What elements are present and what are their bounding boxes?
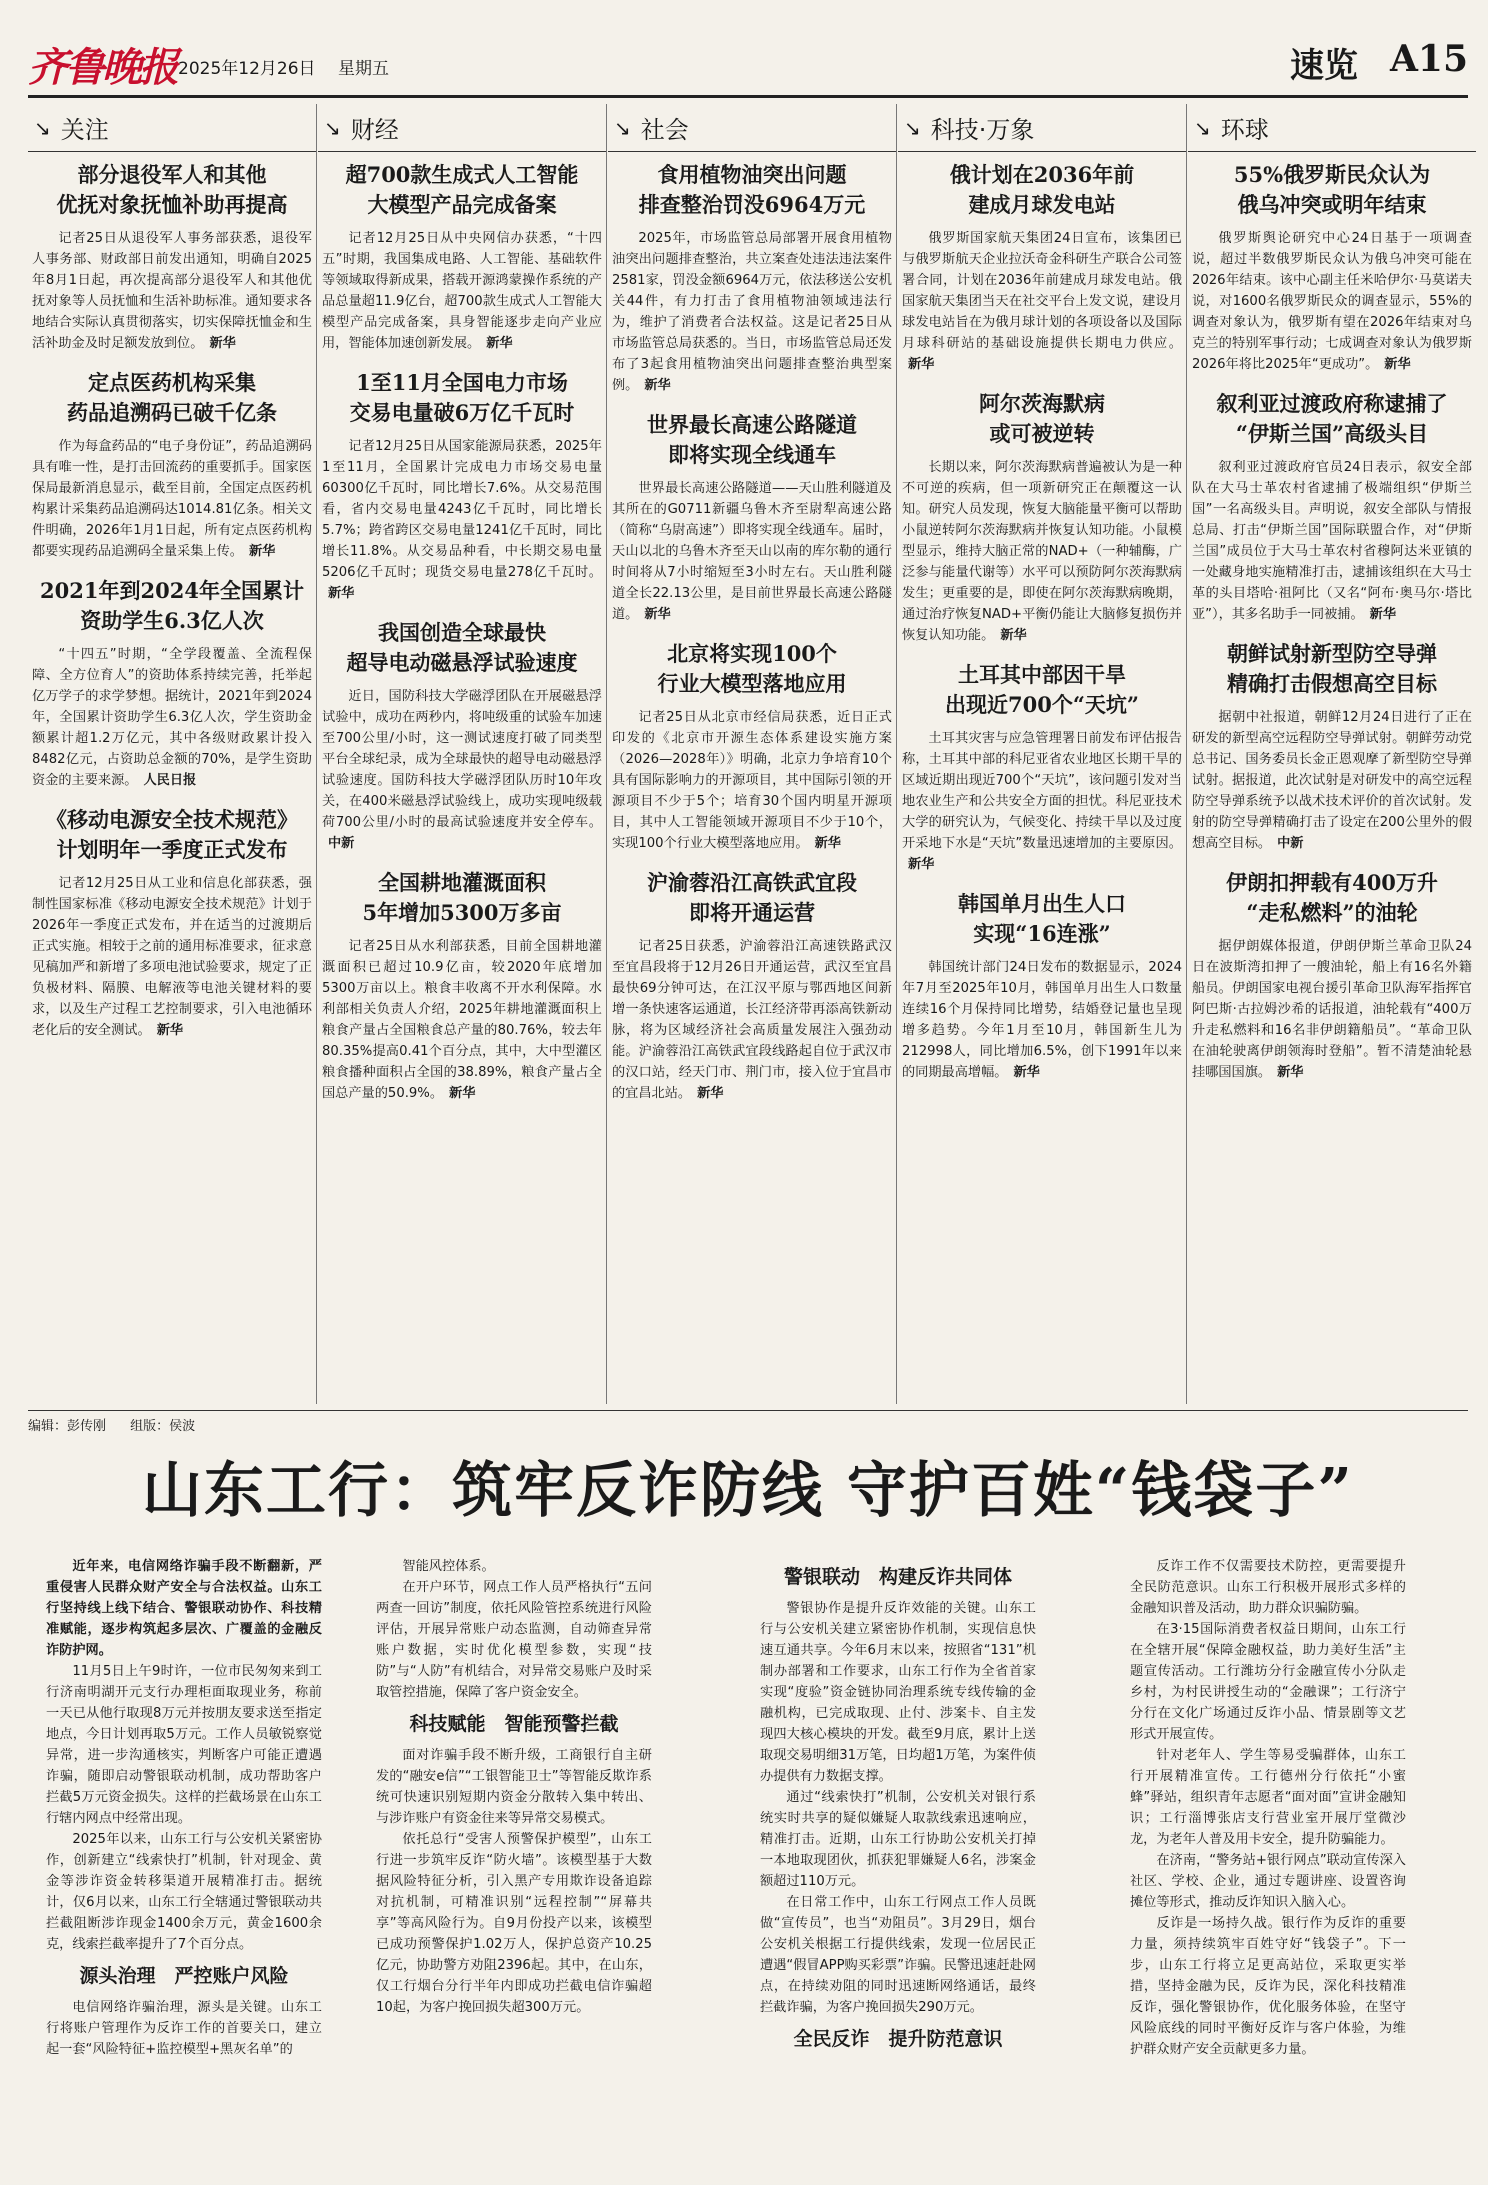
- arrow-icon: ↘: [904, 115, 921, 140]
- news-item: [1188, 381, 1476, 631]
- news-headline: 食用植物油突出问题 排查整治罚没6964万元: [638, 162, 866, 217]
- news-body: 俄罗斯舆论研究中心24日基于一项调查说，超过半数俄罗斯民众认为俄乌冲突可能在2026年结束。该中心副主任米哈伊尔·马莫诺夫说，对1600名俄罗斯民众的调查显示，55%的调查对象认为，俄罗斯有望在2026年结束对乌克兰的特别军事行动；七成调查对象认为俄罗斯2026年将比2025年“更成功”。 新华: [1192, 231, 1472, 372]
- feature-column-3: [1130, 1556, 1406, 2176]
- news-body: 记者25日从退役军人事务部获悉，退役军人事务部、财政部日前发出通知，明确自2025年8月1日起，再次提高部分退役军人和其他优抚对象等人员抚恤和生活补助标准。通知要求各地结合实际认真贯彻落实，切实保障抚恤金和生活补助金及时足额发放到位。 新华: [32, 231, 312, 351]
- column-header: [1188, 104, 1476, 152]
- news-headline: 我国创造全球最快 超导电动磁悬浮试验速度: [346, 620, 578, 675]
- news-body: 记者12月25日从国家能源局获悉，2025年1至11月，全国累计完成电力市场交易电量60300亿千瓦时，同比增长7.6%。从交易范围看，省内交易电量4243亿千瓦时，同比增长5.7%；跨省跨区交易电量1241亿千瓦时，同比增长11.8%。从交易品种看，中长期交易电量5206亿千瓦时；现货交易电量278亿千瓦时。新华: [322, 439, 602, 601]
- news-source: 人民日报: [143, 773, 197, 788]
- newspaper-logo: 齐鲁晚报: [28, 44, 176, 91]
- feature-paragraph: 反诈是一场持久战。银行作为反诈的重要力量，须持续筑牢百姓守好“钱袋子”。下一步，山东工行将立足更高站位，采取更实举措，坚持金融为民，反诈为民，深化科技精准反诈，强化警银协作，优化服务体验，在坚守风险底线的同时平衡好反诈与客户体验，为维护群众财产安全贡献更多力量。: [1130, 1916, 1406, 2057]
- issue-date: 2025年12月26日: [178, 59, 316, 79]
- feature-paragraph: 电信网络诈骗治理，源头是关键。山东工行将账户管理作为反诈工作的首要关口，建立起一套“风险特征+监控模型+黑灰名单”的: [46, 2000, 322, 2057]
- news-source: 新华: [328, 586, 355, 601]
- feature-paragraph: 智能风控体系。: [402, 1559, 495, 1574]
- news-body: 据朝中社报道，朝鲜12月24日进行了正在研发的新型高空远程防空导弹试射。朝鲜劳动党总书记、国务委员长金正恩观摩了新型防空导弹试射。据报道，此次试射是对研发中的高空远程防空导弹系统予以战术技术评价的首次试射。发射的防空导弹精确打击了设定在200公里外的假想高空目标。 中新: [1192, 710, 1472, 851]
- news-item: [608, 631, 896, 860]
- news-item: [318, 860, 606, 1110]
- news-headline: 叙利亚过渡政府称逮捕了 “伊斯兰国”高级头目: [1216, 391, 1448, 446]
- news-headline: 2021年到2024年全国累计 资助学生6.3亿人次: [40, 578, 304, 633]
- news-item: [608, 402, 896, 631]
- column-header: [608, 104, 896, 152]
- column-0: [28, 104, 316, 1404]
- news-body: 记者12月25日从中央网信办获悉，“十四五”时期，我国集成电路、人工智能、基础软件等领域取得新成果，搭载开源鸿蒙操作系统的产品总量超11.9亿台，超700款生成式人工智能大模型产品完成备案，具身智能逐步走向产业应用，智能体加速创新发展。 新华: [322, 231, 602, 351]
- feature-subheading: 源头治理 严控账户风险: [79, 1965, 289, 1987]
- news-item: [28, 360, 316, 568]
- news-source: 新华: [1013, 1065, 1040, 1080]
- news-headline: 朝鲜试射新型防空导弹 精确打击假想高空目标: [1227, 641, 1437, 696]
- news-headline: 北京将实现100个 行业大模型落地应用: [657, 641, 847, 696]
- editor-line: [28, 1410, 1468, 1432]
- news-body: 俄罗斯国家航天集团24日宣布，该集团已与俄罗斯航天企业拉沃奇金科研生产联合公司签署合同，计划在2036年前建成月球发电站。俄国家航天集团当天在社交平台上发文说，建设月球发电站旨在为俄月球计划的各项设备以及国际月球科研站的基础设施提供长期电力供应。新华: [902, 231, 1182, 372]
- feature-paragraph: 警银协作是提升反诈效能的关键。山东工行与公安机关建立紧密协作机制，实现信息快速互通共享。今年6月末以来，按照省“131”机制办部署和工作要求，山东工行作为全省首家实现“度验”资金链协同治理系统专线传输的金融机构，已完成取现、止付、涉案卡、自主发现四大核心模块的开发。截至9月底，累计上送取现交易明细31万笔，日均超1万笔，为案件侦办提供有力数据支撑。: [760, 1601, 1036, 1784]
- news-body: 作为每盒药品的“电子身份证”，药品追溯码具有唯一性，是打击回流药的重要抓手。国家医保局最新消息显示，截至目前，全国定点医药机构累计采集药品追溯码达1014.81亿条。相关文件明确，2026年1月1日起，所有定点医药机构都要实现药品追溯码全量采集上传。 新华: [32, 439, 312, 559]
- column-label: 科技·万象: [930, 116, 1035, 144]
- feature-paragraph: 针对老年人、学生等易受骗群体，山东工行开展精准宣传。工行德州分行依托“小蜜蜂”驿站，组织青年志愿者“面对面”宣讲金融知识；工行淄博张店支行营业室开展厅堂微沙龙，为老年人普及用卡安全，提升防骗能力。: [1130, 1748, 1406, 1847]
- news-headline: 韩国单月出生人口 实现“16连涨”: [958, 891, 1126, 946]
- news-source: 新华: [249, 544, 276, 559]
- news-headline: 定点医药机构采集 药品追溯码已破千亿条: [67, 370, 277, 425]
- news-headline: 全国耕地灌溉面积 5年增加5300万多亩: [362, 870, 562, 925]
- feature-lead: 近年来，电信网络诈骗手段不断翻新，严重侵害人民群众财产安全与合法权益。山东工行坚持线上线下结合、警银联动协作、科技精准赋能，逐步构筑起多层次、广覆盖的金融反诈防护网。: [46, 1559, 322, 1658]
- column-header: [318, 104, 606, 152]
- column-divider: [1186, 104, 1187, 1404]
- news-body: 土耳其灾害与应急管理署日前发布评估报告称，土耳其中部的科尼亚省农业地区长期干旱的区域近期出现近700个“天坑”，该问题引发对当地农业生产和公共安全方面的担忧。科尼亚技术大学的研究认为，气候变化、持续干旱以及过度开采地下水是“天坑”数量迅速增加的主要原因。新华: [902, 731, 1182, 872]
- news-source: 新华: [697, 1086, 724, 1101]
- news-source: 新华: [908, 857, 935, 872]
- news-headline: 《移动电源安全技术规范》 计划明年一季度正式发布: [46, 807, 298, 862]
- news-item: [318, 152, 606, 360]
- news-source: 新华: [486, 336, 513, 351]
- arrow-icon: ↘: [614, 115, 631, 140]
- news-headline: 1至11月全国电力市场 交易电量破6万亿千瓦时: [349, 370, 575, 425]
- feature-paragraph: 依托总行“受害人预警保护模型”，山东工行进一步筑牢反诈“防火墙”。该模型基于大数据风险特征分析，引入黑产专用欺诈设备追踪对抗机制，可精准识别“远程控制”“屏幕共享”等高风险行为。自9月份投产以来，该模型已成功预警保护1.02万人，保护总资产10.25亿元，协助警方劝阻2396起。其中，在山东，仅工行烟台分行半年内即成功拦截电信诈骗超10起，为客户挽回损失超300万元。: [376, 1832, 652, 2015]
- feature-column-1: [376, 1556, 652, 2176]
- news-headline: 土耳其中部因干旱 出现近700个“天坑”: [945, 662, 1139, 717]
- news-item: [1188, 860, 1476, 1089]
- page-number: A15: [1389, 38, 1468, 80]
- feature-subheading: 科技赋能 智能预警拦截: [409, 1713, 619, 1735]
- news-item: [28, 568, 316, 797]
- feature-paragraph: 2025年以来，山东工行与公安机关紧密协作，创新建立“线索快打”机制，针对现金、黄金等涉诈资金转移渠道开展精准打击。据统计，仅6月以来，山东工行全辖通过警银联动共拦截阻断涉诈现金1400余万元，黄金1600余克，线索拦截率提升了7个百分点。: [46, 1832, 322, 1952]
- editor-name: 编辑：彭传刚: [28, 1419, 107, 1434]
- news-source: 新华: [156, 1023, 184, 1038]
- layout-name: 组版：侯波: [130, 1419, 196, 1434]
- news-item: [1188, 631, 1476, 860]
- news-item: [898, 381, 1186, 652]
- news-item: [318, 610, 606, 860]
- feature-paragraph: 反诈工作不仅需要技术防控，更需要提升全民防范意识。山东工行积极开展形式多样的金融知识普及活动，助力群众识骗防骗。: [1130, 1559, 1406, 1616]
- news-source: 新华: [209, 336, 236, 351]
- column-header: [28, 104, 316, 152]
- column-divider: [896, 104, 897, 1404]
- news-headline: 部分退役军人和其他 优抚对象抚恤补助再提高: [56, 162, 288, 217]
- news-source: 新华: [1277, 1065, 1304, 1080]
- news-headline: 世界最长高速公路隧道 即将实现全线通车: [647, 412, 857, 467]
- news-headline: 俄计划在2036年前 建成月球发电站: [949, 162, 1135, 217]
- news-headline: 伊朗扣押载有400万升 “走私燃料”的油轮: [1226, 870, 1438, 925]
- feature-subheading: 警银联动 构建反诈共同体: [783, 1566, 1012, 1588]
- news-body: 2025年，市场监管总局部署开展食用植物油突出问题排查整治，共立案查处违法违法案件2581家，罚没金额6964万元，依法移送公安机关44件，有力打击了食用植物油领域违法行为，维护了消费者合法权益。这是记者25日从市场监管总局获悉的。当日，市场监管总局还发布了3起食用植物油突出问题排查整治典型案例。 新华: [612, 231, 892, 393]
- news-body: 据伊朗媒体报道，伊朗伊斯兰革命卫队24日在波斯湾扣押了一艘油轮，船上有16名外籍船员。伊朗国家电视台援引革命卫队海军指挥官阿巴斯·古拉姆沙希的话报道，油轮载有“400万升走私燃料和16名非伊朗籍船员”。“革命卫队在油轮驶离伊朗领海时登船”。暂不清楚油轮悬挂哪国国旗。 新华: [1192, 939, 1472, 1080]
- news-body: 记者25日从水利部获悉，目前全国耕地灌溉面积已超过10.9亿亩，较2020年底增加5300万亩以上。粮食丰收离不开水利保障。水利部相关负责人介绍，2025年耕地灌溉面积上粮食产量占全国粮食总产量的80.76%，较去年80.35%提高0.41个百分点，其中，大中型灌区粮食播种面积占全国的38.89%，粮食产量占全国总产量的50.9%。 新华: [322, 939, 602, 1101]
- news-source: 新华: [644, 607, 671, 622]
- news-source: 新华: [644, 378, 671, 393]
- news-headline: 沪渝蓉沿江高铁武宜段 即将开通运营: [647, 870, 857, 925]
- feature-column-0: [46, 1556, 322, 2176]
- news-source: 新华: [1369, 607, 1397, 622]
- column-label: 环球: [1220, 116, 1269, 144]
- news-source: 新华: [449, 1086, 476, 1101]
- news-source: 新华: [1000, 628, 1027, 643]
- news-source: 新华: [1384, 357, 1411, 372]
- column-label: 关注: [60, 116, 109, 144]
- news-headline: 阿尔茨海默病 或可被逆转: [979, 391, 1105, 446]
- news-item: [1188, 152, 1476, 381]
- news-body: 记者25日从北京市经信局获悉，近日正式印发的《北京市开源生态体系建设实施方案（2026—2028年）》明确，北京力争培育10个具有国际影响力的开源项目，其中国际引领的开源项目不少于5个；培育30个国内明星开源项目，其中人工智能领域开源项目不少于10个，实现100个行业大模型落地应用。 新华: [612, 710, 892, 851]
- news-item: [608, 860, 896, 1110]
- news-body: 记者12月25日从工业和信息化部获悉，强制性国家标准《移动电源安全技术规范》计划于2026年一季度正式发布，并在适当的过渡期后正式实施。相较于之前的通用标准要求，征求意见稿加严和新增了多项电池试验要求，规定了正负极材料、隔膜、电解液等电池关键材料的要求，以及生产过程工艺控制要求，引入电池循环老化后的安全测试。 新华: [32, 876, 312, 1038]
- news-item: [318, 360, 606, 610]
- news-headline: 55%俄罗斯民众认为 俄乌冲突或明年结束: [1233, 162, 1431, 217]
- feature-paragraph: 在开户环节，网点工作人员严格执行“五问两查一回访”制度，依托风险管控系统进行风险评估，开展异常账户动态监测，自动筛查异常账户数据，实时优化模型参数，实现“技防”与“人防”有机结合，对异常交易账户及时采取管控措施，保障了客户资金安全。: [376, 1580, 652, 1700]
- arrow-icon: ↘: [324, 115, 341, 140]
- section-name: 速览: [1290, 46, 1358, 86]
- news-body: 近日，国防科技大学磁浮团队在开展磁悬浮试验中，成功在两秒内，将吨级重的试验车加速至700公里/小时，这一测试速度打破了同类型平台全球纪录，成为全球最快的超导电动磁悬浮试验速度。国防科技大学磁浮团队历时10年攻关，在400米磁悬浮试验线上，成功实现吨级载荷700公里/小时的最高试验速度并安全停车。中新: [322, 689, 602, 851]
- arrow-icon: ↘: [34, 115, 51, 140]
- column-divider: [606, 104, 607, 1404]
- news-body: 记者25日获悉，沪渝蓉沿江高速铁路武汉至宜昌段将于12月26日开通运营，武汉至宜昌最快69分钟可达，在江汉平原与鄂西地区间新增一条快速客运通道，长江经济带再添高铁新动脉，将为区域经济社会高质量发展注入强劲动能。沪渝蓉沿江高铁武宜段线路起自位于武汉市的汉口站，经天门市、荆门市，接入位于宜昌市的宜昌北站。 新华: [612, 939, 892, 1101]
- news-body: 韩国统计部门24日发布的数据显示，2024年7月至2025年10月，韩国单月出生人口数量连续16个月保持同比增势，结婚登记量也呈现增多趋势。今年1月至10月，韩国新生儿为212998人，同比增加6.5%，创下1991年以来的同期最高增幅。 新华: [902, 960, 1182, 1080]
- feature-paragraph: 在济南，“警务站+银行网点”联动宣传深入社区、学校、企业，通过专题讲座、设置咨询摊位等形式，推动反诈知识入脑入心。: [1130, 1853, 1406, 1910]
- column-2: [608, 104, 896, 1404]
- news-body: 叙利亚过渡政府官员24日表示，叙安全部队在大马士革农村省逮捕了极端组织“伊斯兰国”一名高级头目。声明说，叙安全部队与情报总局、打击“伊斯兰国”国际联盟合作，对“伊斯兰国”成员位于大马士革农村省穆阿达米亚镇的一处藏身地实施精准打击，逮捕该组织在大马士革的头目塔哈·祖阿比（又名“阿布·奥马尔·塔比亚”），其多名助手一同被捕。 新华: [1192, 460, 1472, 622]
- feature-title: 山东工行：筑牢反诈防线 守护百姓“钱袋子”: [142, 1456, 1354, 1526]
- column-divider: [316, 104, 317, 1404]
- column-label: 社会: [640, 116, 689, 144]
- news-body: 长期以来，阿尔茨海默病普遍被认为是一种不可逆的疾病，但一项新研究正在颠覆这一认知。研究人员发现，恢复大脑能量平衡可以帮助小鼠逆转阿尔茨海默病并恢复认知功能。小鼠模型显示，维持大脑正常的NAD+（一种辅酶，广泛参与能量代谢等）水平可以预防阿尔茨海默病发生；更重要的是，即使在阿尔茨海默病晚期，通过治疗恢复NAD+平衡仍能让大脑修复损伤并恢复认知功能。 新华: [902, 460, 1182, 643]
- feature-column-2: [760, 1556, 1036, 2176]
- feature-subheading: 全民反诈 提升防范意识: [793, 2028, 1003, 2050]
- feature-paragraph: 面对诈骗手段不断升级，工商银行自主研发的“融安e信”“工银智能卫士”等智能反欺诈系统可快速识别短期内资金分散转入集中转出、与涉诈账户有资金往来等异常交易模式。: [376, 1748, 652, 1826]
- masthead: [28, 36, 1468, 98]
- news-item: [898, 152, 1186, 381]
- column-3: [898, 104, 1186, 1404]
- news-source: 新华: [908, 357, 935, 372]
- feature-paragraph: 11月5日上午9时许，一位市民匆匆来到工行济南明湖开元支行办理柜面取现业务，称前一天已从他行取现8万元并按朋友要求送至指定地点，今日计划再取5万元。工作人员敏锐察觉异常，进一步沟通核实，判断客户可能正遭遇诈骗，随即启动警银联动机制，成功帮助客户拦截5万元资金损失。这样的拦截场景在山东工行辖内网点中经常出现。: [46, 1664, 322, 1826]
- news-body: “十四五”时期，“全学段覆盖、全流程保障、全方位育人”的资助体系持续完善，托举起亿万学子的求学梦想。据统计，2021年到2024年，全国累计资助学生6.3亿人次，学生资助金额累计超1.2万亿元，其中各级财政累计投入8482亿元，占资助总金额的70%，是学生资助资金的主要来源。 人民日报: [32, 647, 312, 788]
- arrow-icon: ↘: [1194, 115, 1211, 140]
- column-1: [318, 104, 606, 1404]
- news-item: [898, 881, 1186, 1089]
- news-item: [28, 797, 316, 1047]
- feature-paragraph: 在日常工作中，山东工行网点工作人员既做“宣传员”，也当“劝阻员”。3月29日，烟台公安机关根据工行提供线索，发现一位居民正遭遇“假冒APP购买彩票”诈骗。民警迅速赶赴网点，在持续劝阻的同时迅速断网络通话，最终拦截诈骗，为客户挽回损失290万元。: [760, 1895, 1036, 2015]
- column-4: [1188, 104, 1476, 1404]
- feature-paragraph: 通过“线索快打”机制，公安机关对银行系统实时共享的疑似嫌疑人取款线索迅速响应，精准打击。近期，山东工行协助公安机关打掉一本地取现团伙，抓获犯罪嫌疑人6名，涉案金额超过110万元。: [760, 1790, 1036, 1889]
- news-source: 中新: [1277, 836, 1304, 851]
- feature-paragraph: 在3·15国际消费者权益日期间，山东工行在全辖开展“保障金融权益，助力美好生活”主题宣传活动。工行潍坊分行金融宣传小分队走乡村，为村民讲授生动的“金融课”；工行济宁分行在文化广场通过反诈小品、情景剧等文艺形式开展宣传。: [1130, 1622, 1406, 1742]
- news-item: [898, 652, 1186, 881]
- issue-weekday: 星期五: [338, 59, 389, 79]
- news-source: 新华: [814, 836, 841, 851]
- news-body: 世界最长高速公路隧道——天山胜利隧道及其所在的G0711新疆乌鲁木齐至尉犁高速公路（简称“乌尉高速”）即将实现全线通车。届时，天山以北的乌鲁木齐至天山以南的库尔勒的通行时间将从7小时缩短至3小时左右。天山胜利隧道全长22.13公里，是目前世界最长高速公路隧道。 新华: [612, 481, 892, 622]
- news-source: 中新: [328, 836, 355, 851]
- column-header: [898, 104, 1186, 152]
- news-item: [608, 152, 896, 402]
- news-headline: 超700款生成式人工智能 大模型产品完成备案: [345, 162, 579, 217]
- news-item: [28, 152, 316, 360]
- column-label: 财经: [350, 116, 399, 144]
